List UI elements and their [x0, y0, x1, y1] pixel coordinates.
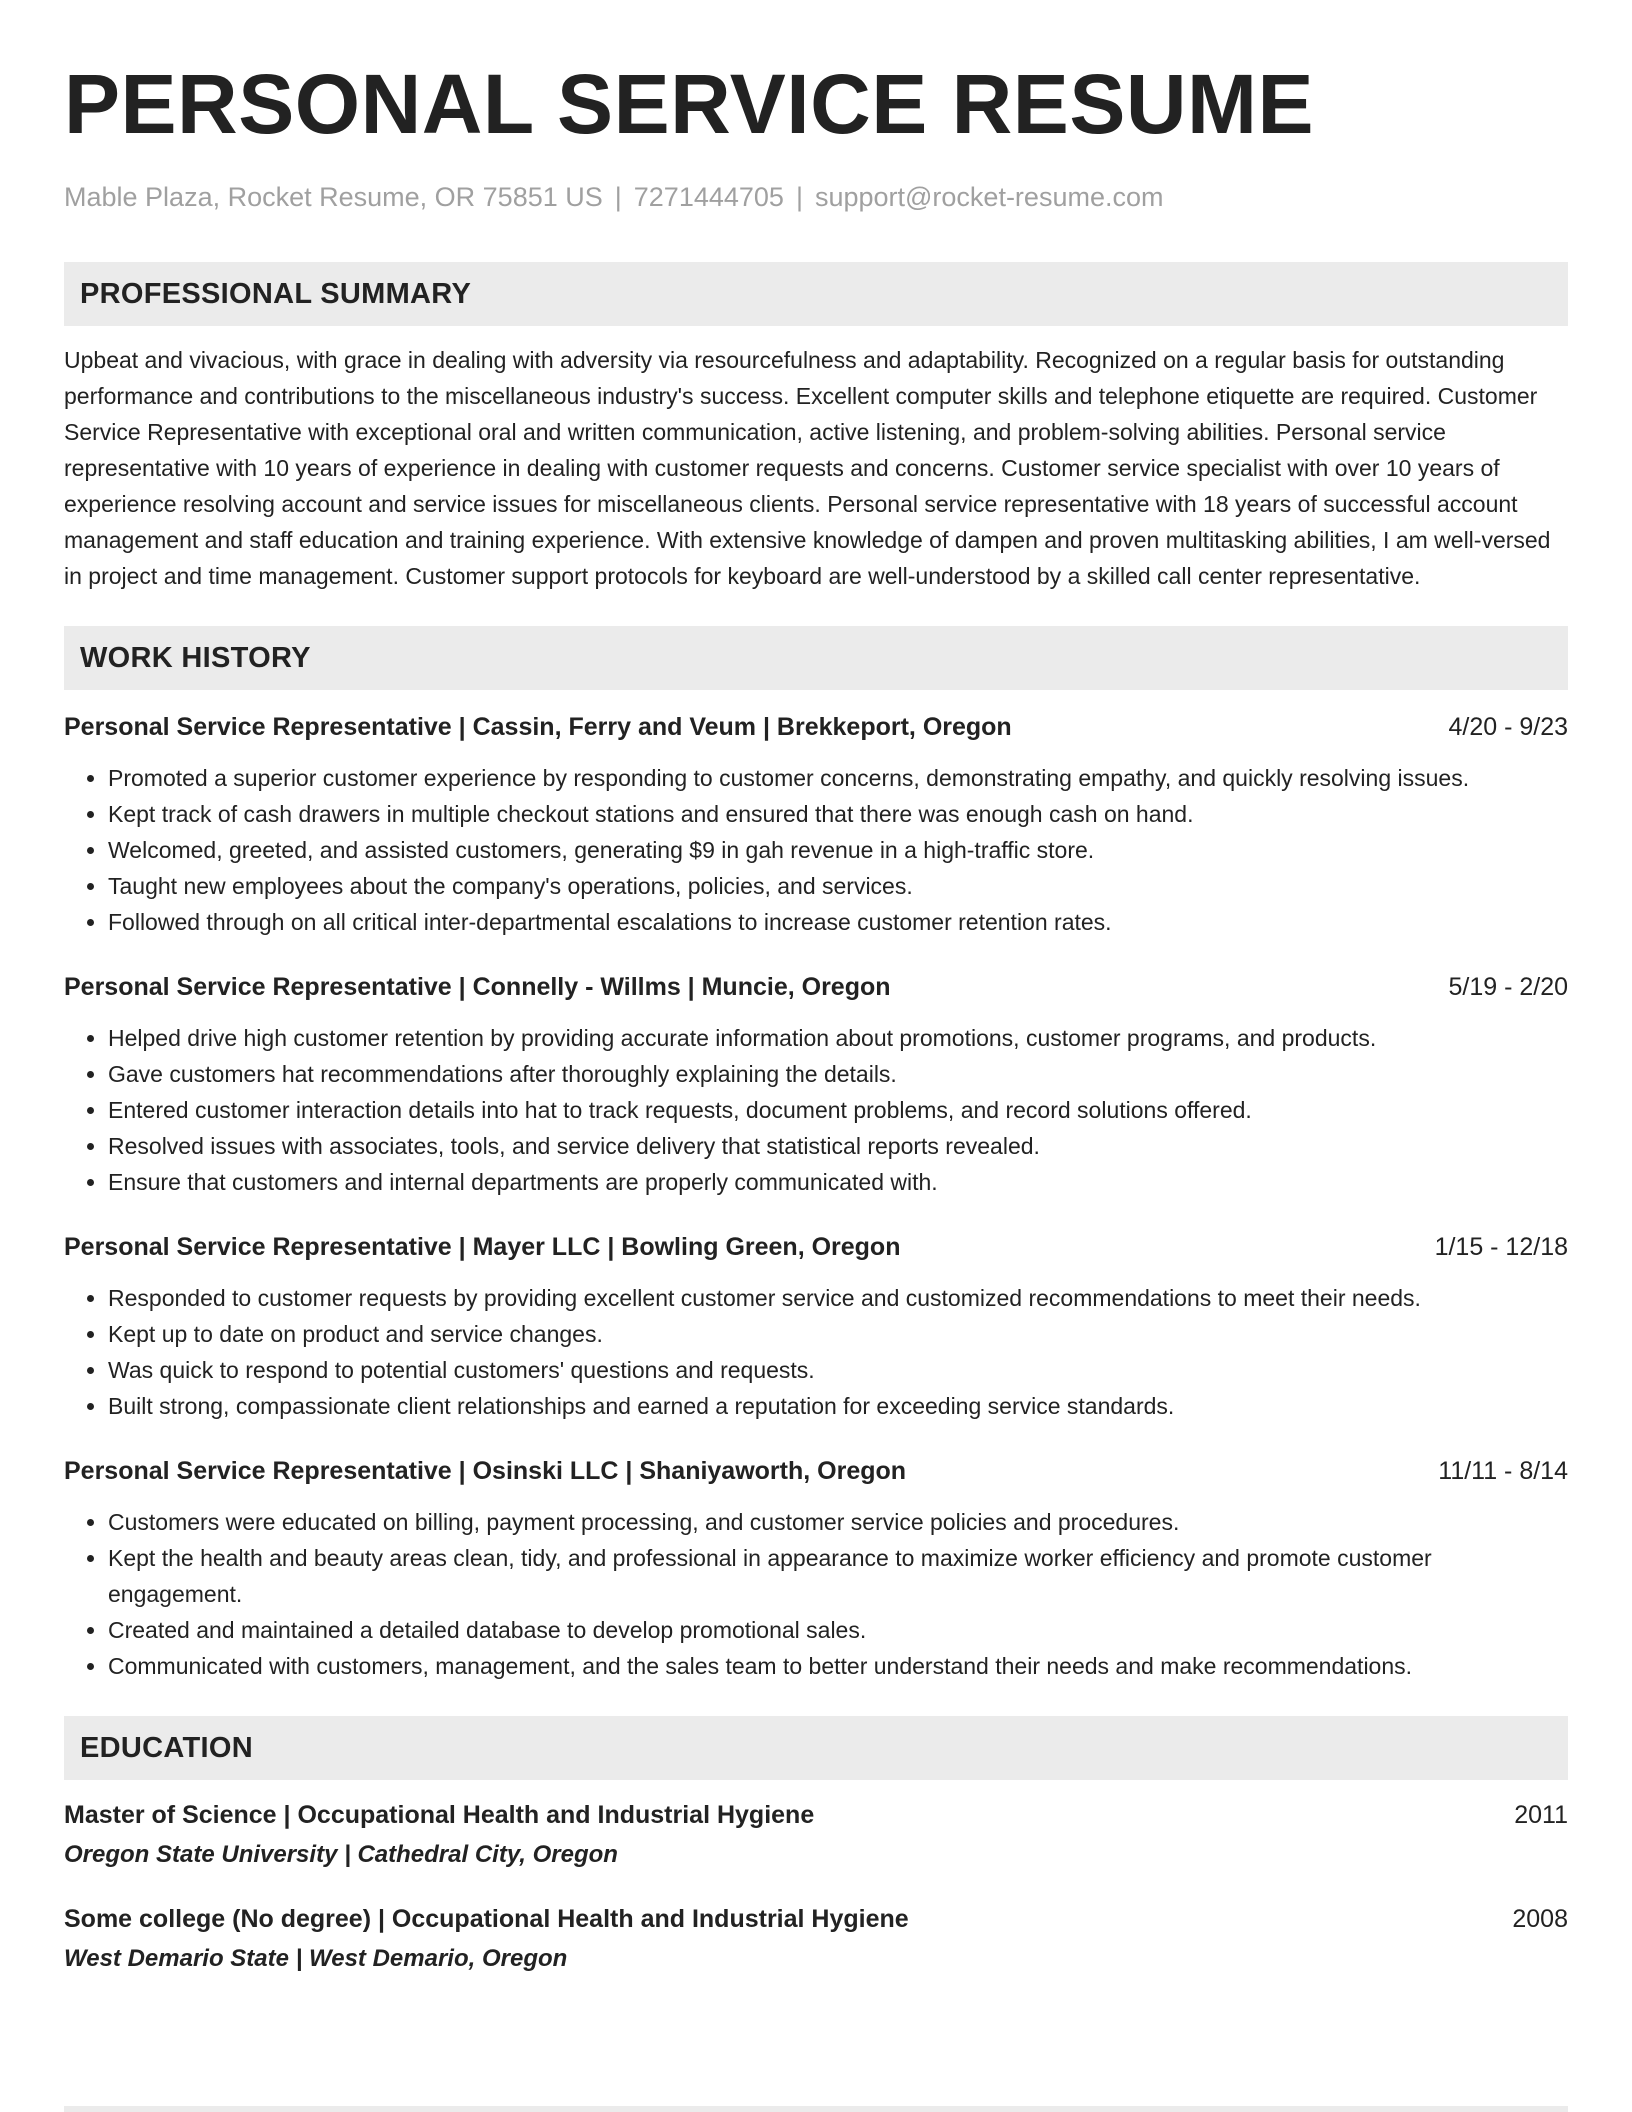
job-bullet: • Taught new employees about the company's operations, policies, and services. — [108, 868, 1568, 904]
job-bullet: • Kept track of cash drawers in multiple checkout stations and ensured that there was enough cash on hand. — [108, 796, 1568, 832]
education-entry — [64, 1798, 1568, 1872]
education-year: 2011 — [1514, 1801, 1568, 1829]
job-bullet: • Promoted a superior customer experience by responding to customer concerns, demonstrating empathy, and quickly resolving issues. — [108, 760, 1568, 796]
job-entry — [64, 1454, 1568, 1684]
job-title: Personal Service Representative | Mayer LLC | Bowling Green, Oregon — [64, 1233, 901, 1261]
job-title: Personal Service Representative | Osinski LLC | Shaniyaworth, Oregon — [64, 1457, 907, 1485]
contact-separator: | — [614, 182, 622, 212]
job-dates: 11/11 - 8/14 — [1438, 1457, 1568, 1485]
job-bullet: • Followed through on all critical inter-departmental escalations to increase customer retention rates. — [108, 904, 1568, 940]
education-school: West Demario State | West Demario, Oregon — [64, 1945, 568, 1972]
education-degree: Some college (No degree) | Occupational Health and Industrial Hygiene — [64, 1905, 909, 1933]
job-bullet: • Gave customers hat recommendations after thoroughly explaining the details. — [108, 1056, 1568, 1092]
job-dates: 5/19 - 2/20 — [1448, 973, 1568, 1001]
job-header — [64, 970, 1568, 1004]
contact-line — [64, 180, 1568, 214]
job-bullet: • Responded to customer requests by providing excellent customer service and customized recommendations to meet their needs. — [108, 1280, 1568, 1316]
education-degree: Master of Science | Occupational Health and Industrial Hygiene — [64, 1801, 815, 1829]
job-entry — [64, 1230, 1568, 1424]
job-header — [64, 710, 1568, 744]
contact-email: support@rocket-resume.com — [814, 182, 1164, 212]
job-bullet: • Helped drive high customer retention by providing accurate information about promotions, customer programs, and products. — [108, 1020, 1568, 1056]
job-bullet: • Was quick to respond to potential customers' questions and requests. — [108, 1352, 1568, 1388]
job-bullet: • Resolved issues with associates, tools, and service delivery that statistical reports revealed. — [108, 1128, 1568, 1164]
education-section-heading: EDUCATION — [64, 1716, 1568, 1780]
contact-separator: | — [795, 182, 803, 212]
job-bullet: • Built strong, compassionate client relationships and earned a reputation for exceeding service standards. — [108, 1388, 1568, 1424]
next-section-band — [64, 2106, 1568, 2112]
job-bullet: • Entered customer interaction details into hat to track requests, document problems, and record solutions offered. — [108, 1092, 1568, 1128]
education-year: 2008 — [1512, 1905, 1568, 1933]
job-bullets — [64, 1020, 1568, 1200]
job-bullets — [64, 1280, 1568, 1424]
job-bullet: • Communicated with customers, management, and the sales team to better understand their needs and make recommendations. — [108, 1648, 1568, 1684]
job-title: Personal Service Representative | Connelly - Willms | Muncie, Oregon — [64, 973, 891, 1001]
job-bullet: • Created and maintained a detailed database to develop promotional sales. — [108, 1612, 1568, 1648]
job-bullet: • Kept up to date on product and service changes. — [108, 1316, 1568, 1352]
summary-text: Upbeat and vivacious, with grace in dealing with adversity via resourcefulness and adaptability. Recognized on a regular basis for outstanding performance and contributions to the miscellaneous industry's success. Excellent computer skills and telephone etiquette are required. Customer Service Representative with exceptional oral and written communication, active listening, and problem-solving abilities. Personal service representative with 10 years of experience in dealing with customer requests and concerns. Customer service specialist with over 10 years of experience resolving account and service issues for miscellaneous clients. Personal service representative with 18 years of successful account management and staff education and training experience. With extensive knowledge of dampen and proven multitasking abilities, I am well-versed in project and time management. Customer support protocols for keyboard are well-understood by a skilled call center representative. — [64, 347, 1551, 589]
job-bullet: • Welcomed, greeted, and assisted customers, generating $9 in gah revenue in a high-traffic store. — [108, 832, 1568, 868]
job-header — [64, 1454, 1568, 1488]
job-bullet: • Customers were educated on billing, payment processing, and customer service policies and procedures. — [108, 1504, 1568, 1540]
job-dates: 4/20 - 9/23 — [1448, 713, 1568, 741]
job-bullets — [64, 760, 1568, 940]
job-title: Personal Service Representative | Cassin, Ferry and Veum | Brekkeport, Oregon — [64, 713, 1012, 741]
job-dates: 1/15 - 12/18 — [1434, 1233, 1568, 1261]
education-header — [64, 1798, 1568, 1832]
education-school: Oregon State University | Cathedral City, Oregon — [64, 1841, 618, 1868]
work-history-section-heading: WORK HISTORY — [64, 626, 1568, 690]
contact-address: Mable Plaza, Rocket Resume, OR 75851 US — [64, 182, 603, 212]
resume-title: PERSONAL SERVICE RESUME — [64, 57, 1315, 151]
education-header — [64, 1902, 1568, 1936]
job-entry — [64, 710, 1568, 940]
contact-phone: 7271444705 — [633, 182, 784, 212]
job-bullet: • Kept the health and beauty areas clean, tidy, and professional in appearance to maximize worker efficiency and promote customer engagement. — [108, 1540, 1568, 1612]
job-bullets — [64, 1504, 1568, 1684]
education-entry — [64, 1902, 1568, 1976]
job-entry — [64, 970, 1568, 1200]
summary-section-heading: PROFESSIONAL SUMMARY — [64, 262, 1568, 326]
job-bullet: • Ensure that customers and internal departments are properly communicated with. — [108, 1164, 1568, 1200]
job-header — [64, 1230, 1568, 1264]
